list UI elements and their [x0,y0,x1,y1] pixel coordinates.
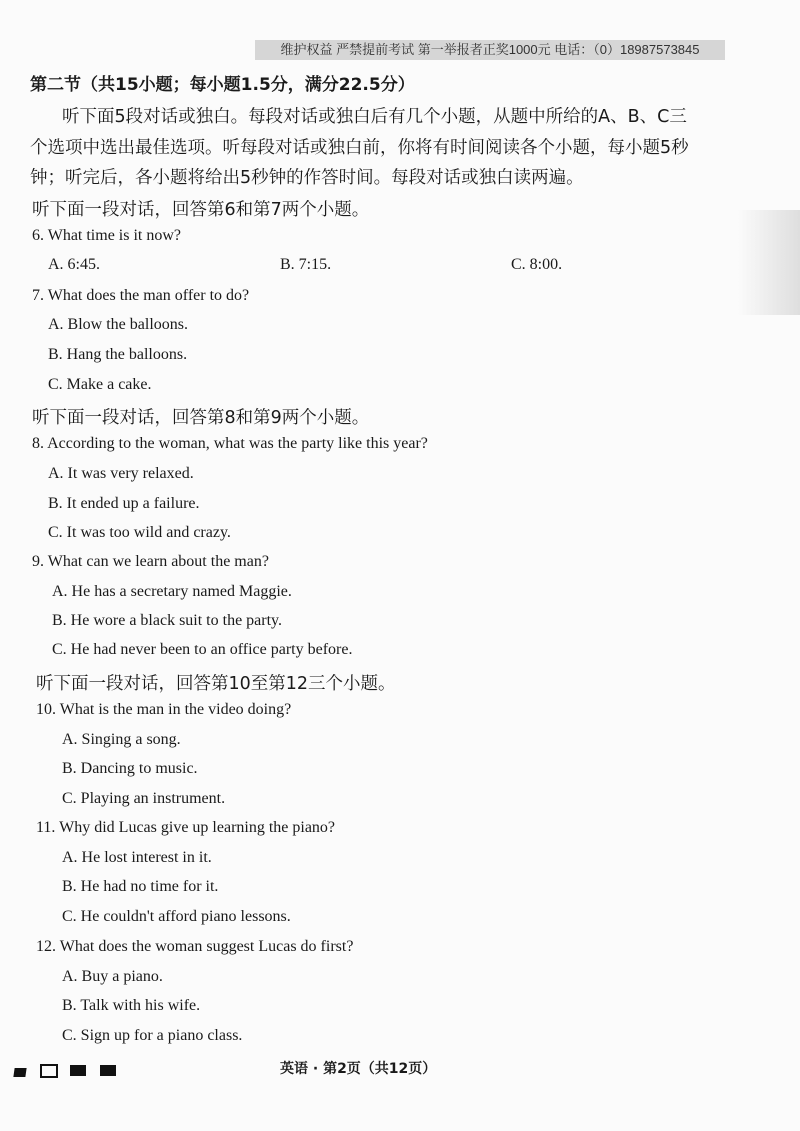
question-stem: 9. What can we learn about the man? [32,553,269,570]
option-a: A. 6:45. [48,256,100,273]
registration-mark [70,1065,86,1076]
instruction-line: 个选项中选出最佳选项。听每段对话或独白前，你将有时间阅读各个小题，每小题5秒 [30,138,689,158]
option-a: A. Singing a song. [62,731,181,748]
option-a: A. He has a secretary named Maggie. [52,583,292,600]
option-c: C. Sign up for a piano class. [62,1027,243,1044]
registration-mark [40,1064,58,1078]
group-intro: 听下面一段对话，回答第10至第12三个小题。 [36,674,396,694]
instruction-line: 钟；听完后，各小题将给出5秒钟的作答时间。每段对话或独白读两遍。 [30,168,584,188]
option-a: A. He lost interest in it. [62,849,212,866]
option-c: C. 8:00. [511,256,563,273]
option-c: C. Make a cake. [48,376,152,393]
option-b: B. Talk with his wife. [62,997,201,1014]
group-intro: 听下面一段对话，回答第6和第7两个小题。 [32,200,370,220]
page-number: 英语 · 第2页（共12页） [280,1061,437,1077]
group-intro: 听下面一段对话，回答第8和第9两个小题。 [32,408,370,428]
registration-mark [100,1065,116,1076]
option-c: C. He had never been to an office party before. [52,641,353,658]
question-stem: 10. What is the man in the video doing? [36,701,292,718]
option-b: B. 7:15. [280,256,332,273]
section-title: 第二节（共15小题；每小题1.5分，满分22.5分） [30,75,415,95]
question-stem: 7. What does the man offer to do? [32,287,250,304]
option-c: C. He couldn't afford piano lessons. [62,908,291,925]
option-b: B. Dancing to music. [62,760,198,777]
option-b: B. He wore a black suit to the party. [52,612,283,629]
option-c: C. It was too wild and crazy. [48,524,231,541]
option-b: B. It ended up a failure. [48,495,200,512]
question-stem: 8. According to the woman, what was the party like this year? [32,435,428,452]
header-banner: 维护权益 严禁提前考试 第一举报者正奖1000元 电话：（0）18987573845 [255,40,725,60]
question-stem: 11. Why did Lucas give up learning the piano? [36,819,336,836]
option-a: A. Buy a piano. [62,968,163,985]
option-a: A. It was very relaxed. [48,465,194,482]
option-a: A. Blow the balloons. [48,316,188,333]
option-row [0,256,800,278]
instruction-line: 听下面5段对话或独白。每段对话或独白后有几个小题，从题中所给的A、B、C三 [62,107,687,127]
registration-mark [13,1068,26,1077]
option-b: B. Hang the balloons. [48,346,188,363]
option-c: C. Playing an instrument. [62,790,226,807]
question-stem: 6. What time is it now? [32,227,182,244]
option-b: B. He had no time for it. [62,878,219,895]
question-stem: 12. What does the woman suggest Lucas do first? [36,938,354,955]
